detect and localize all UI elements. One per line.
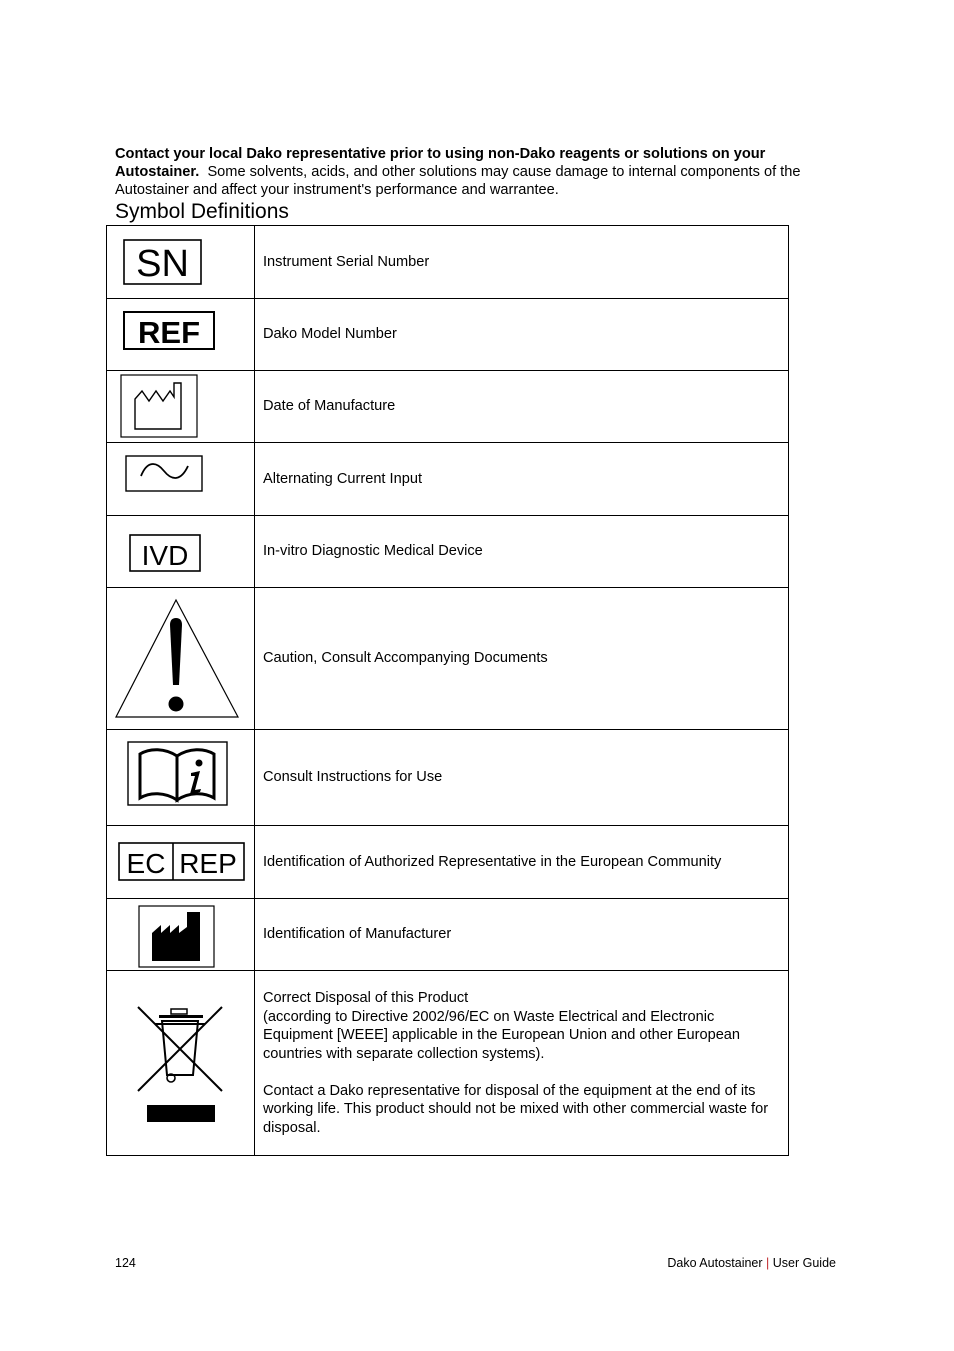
ref-icon-text: REF (138, 315, 200, 350)
table-row (107, 226, 789, 299)
table-row (107, 516, 789, 588)
footer-product: Dako Autostainer (667, 1256, 763, 1270)
symbol-label: Alternating Current Input (255, 443, 789, 516)
weee-para-2: Contact a Dako representative for disposal of the equipment at the end of its working life. This product should not be mixed with other commercial waste for disposal. (263, 1082, 769, 1136)
caution-icon (107, 588, 254, 729)
rep-icon-text: REP (179, 848, 237, 879)
symbol-cell (107, 299, 255, 371)
symbol-label: Date of Manufacture (255, 371, 789, 443)
page-number: 124 (115, 1256, 136, 1270)
ec-rep-icon (107, 826, 254, 898)
footer-doc-type: User Guide (772, 1256, 836, 1270)
table-row (107, 899, 789, 971)
table-row (107, 730, 789, 826)
symbol-label: Identification of Manufacturer (255, 899, 789, 971)
symbol-cell (107, 226, 255, 299)
date-of-manufacture-icon (107, 371, 254, 442)
table-row (107, 371, 789, 443)
symbol-cell (107, 443, 255, 516)
paragraph-gap (263, 1063, 782, 1082)
symbol-cell (107, 826, 255, 899)
running-footer (667, 1256, 836, 1270)
serial-number-icon (107, 226, 254, 298)
table-row (107, 971, 789, 1156)
symbol-cell (107, 516, 255, 588)
symbol-label: Caution, Consult Accompanying Documents (255, 588, 789, 730)
symbol-label-weee (255, 971, 789, 1156)
footer-separator: | (766, 1256, 770, 1270)
weee-disposal-icon (107, 971, 254, 1155)
table-row (107, 299, 789, 371)
intro-paragraph (115, 145, 845, 199)
sn-icon-text: SN (136, 243, 189, 285)
symbol-label: Consult Instructions for Use (255, 730, 789, 826)
symbol-label: Dako Model Number (255, 299, 789, 371)
weee-title: Correct Disposal of this Product (263, 990, 469, 1006)
symbol-cell (107, 730, 255, 826)
symbol-label: Identification of Authorized Representative in the European Community (255, 826, 789, 899)
intro-normal: Some solvents, acids, and other solutions may cause damage to internal components of the Autostainer and affect your instrument's performance and warrantee. (115, 164, 801, 198)
manufacturer-icon (107, 899, 254, 970)
alternating-current-icon (107, 443, 254, 515)
reference-icon (107, 299, 254, 370)
symbol-cell (107, 899, 255, 971)
ec-icon-text: EC (126, 848, 166, 879)
symbol-cell (107, 371, 255, 443)
symbol-definitions-table (106, 225, 789, 1156)
intro-bold: Contact your local Dako representative prior to using non-Dako reagents or solutions on your Autostainer. (115, 146, 766, 180)
weee-para-1: (according to Directive 2002/96/EC on Waste Electrical and Electronic Equipment [WEEE] applicable in the European Union and other European countries with separate collection systems). (263, 1008, 741, 1062)
ivd-icon-text: IVD (141, 540, 189, 571)
symbol-label: In-vitro Diagnostic Medical Device (255, 516, 789, 588)
symbol-label: Instrument Serial Number (255, 226, 789, 299)
symbol-cell (107, 971, 255, 1156)
table-row (107, 588, 789, 730)
table-row (107, 443, 789, 516)
table-row (107, 826, 789, 899)
section-title: Symbol Definitions (115, 200, 289, 223)
ivd-icon (107, 516, 254, 587)
symbol-cell (107, 588, 255, 730)
consult-instructions-icon (107, 730, 254, 825)
